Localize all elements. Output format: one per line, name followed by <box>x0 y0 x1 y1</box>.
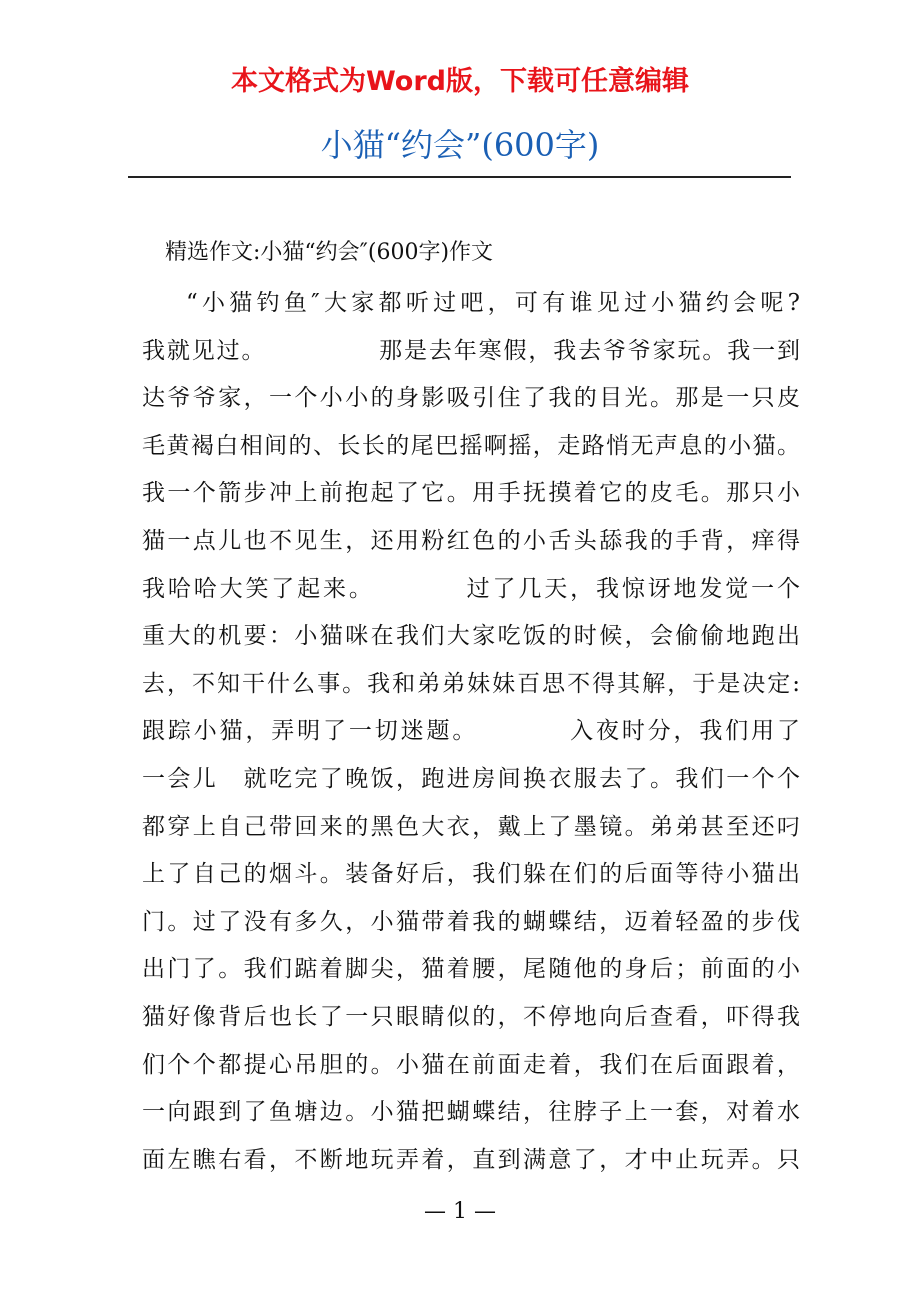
body-line: 上了自己的烟斗。装备好后，我们躲在们的后面等待小猫出 <box>142 861 800 888</box>
body-line: 一向跟到了鱼塘边。小猫把蝴蝶结，往脖子上一套，对着水 <box>142 1099 800 1126</box>
body-line: 门。过了没有多久，小猫带着我的蝴蝶结，迈着轻盈的步伐 <box>142 908 800 935</box>
body-line: 去，不知干什么事。我和弟弟妹妹百思不得其解，于是决定: <box>142 670 800 697</box>
body-line: 猫好像背后也长了一只眼睛似的，不停地向后查看，吓得我 <box>142 1003 800 1030</box>
body-line: 猫一点儿也不见生，还用粉红色的小舌头舔我的手背，痒得 <box>142 527 800 554</box>
body-line: “小猫钓鱼″大家都听过吧，可有谁见过小猫约会呢? <box>186 290 800 316</box>
body-line: 我一个箭步冲上前抱起了它。用手抚摸着它的皮毛。那只小 <box>142 480 800 507</box>
body-line: 毛黄褐白相间的、长长的尾巴摇啊摇，走路悄无声息的小猫。 <box>142 432 800 459</box>
essay-subheading: 精选作文:小猫“约会″(600字)作文 <box>165 240 494 265</box>
body-line: 重大的机要：小猫咪在我们大家吃饭的时候，会偷偷地跑出 <box>142 623 800 650</box>
essay-body <box>142 280 800 1184</box>
document-title: 小猫“约会”(600字) <box>320 126 600 164</box>
format-banner: 本文格式为Word版，下载可任意编辑 <box>230 66 689 97</box>
body-line: 跟踪小猫，弄明了一切迷题。 入夜时分，我们用了 <box>142 718 800 745</box>
body-line: 达爷爷家，一个小小的身影吸引住了我的目光。那是一只皮 <box>142 385 800 412</box>
page-number: — 1 — <box>424 1199 496 1224</box>
body-line: 都穿上自己带回来的黑色大衣，戴上了墨镜。弟弟甚至还叼 <box>142 813 800 840</box>
body-line: 一会儿 就吃完了晚饭，跑进房间换衣服去了。我们一个个 <box>142 765 800 792</box>
title-divider <box>128 176 791 178</box>
body-line: 我哈哈大笑了起来。 过了几天，我惊讶地发觉一个 <box>142 575 800 602</box>
body-line: 们个个都提心吊胆的。小猫在前面走着，我们在后面跟着， <box>142 1051 800 1078</box>
body-line: 面左瞧右看，不断地玩弄着，直到满意了，才中止玩弄。只 <box>142 1146 800 1173</box>
body-line: 我就见过。 那是去年寒假，我去爷爷家玩。我一到 <box>142 337 800 364</box>
body-line: 出门了。我们踮着脚尖，猫着腰，尾随他的身后；前面的小 <box>142 956 800 983</box>
